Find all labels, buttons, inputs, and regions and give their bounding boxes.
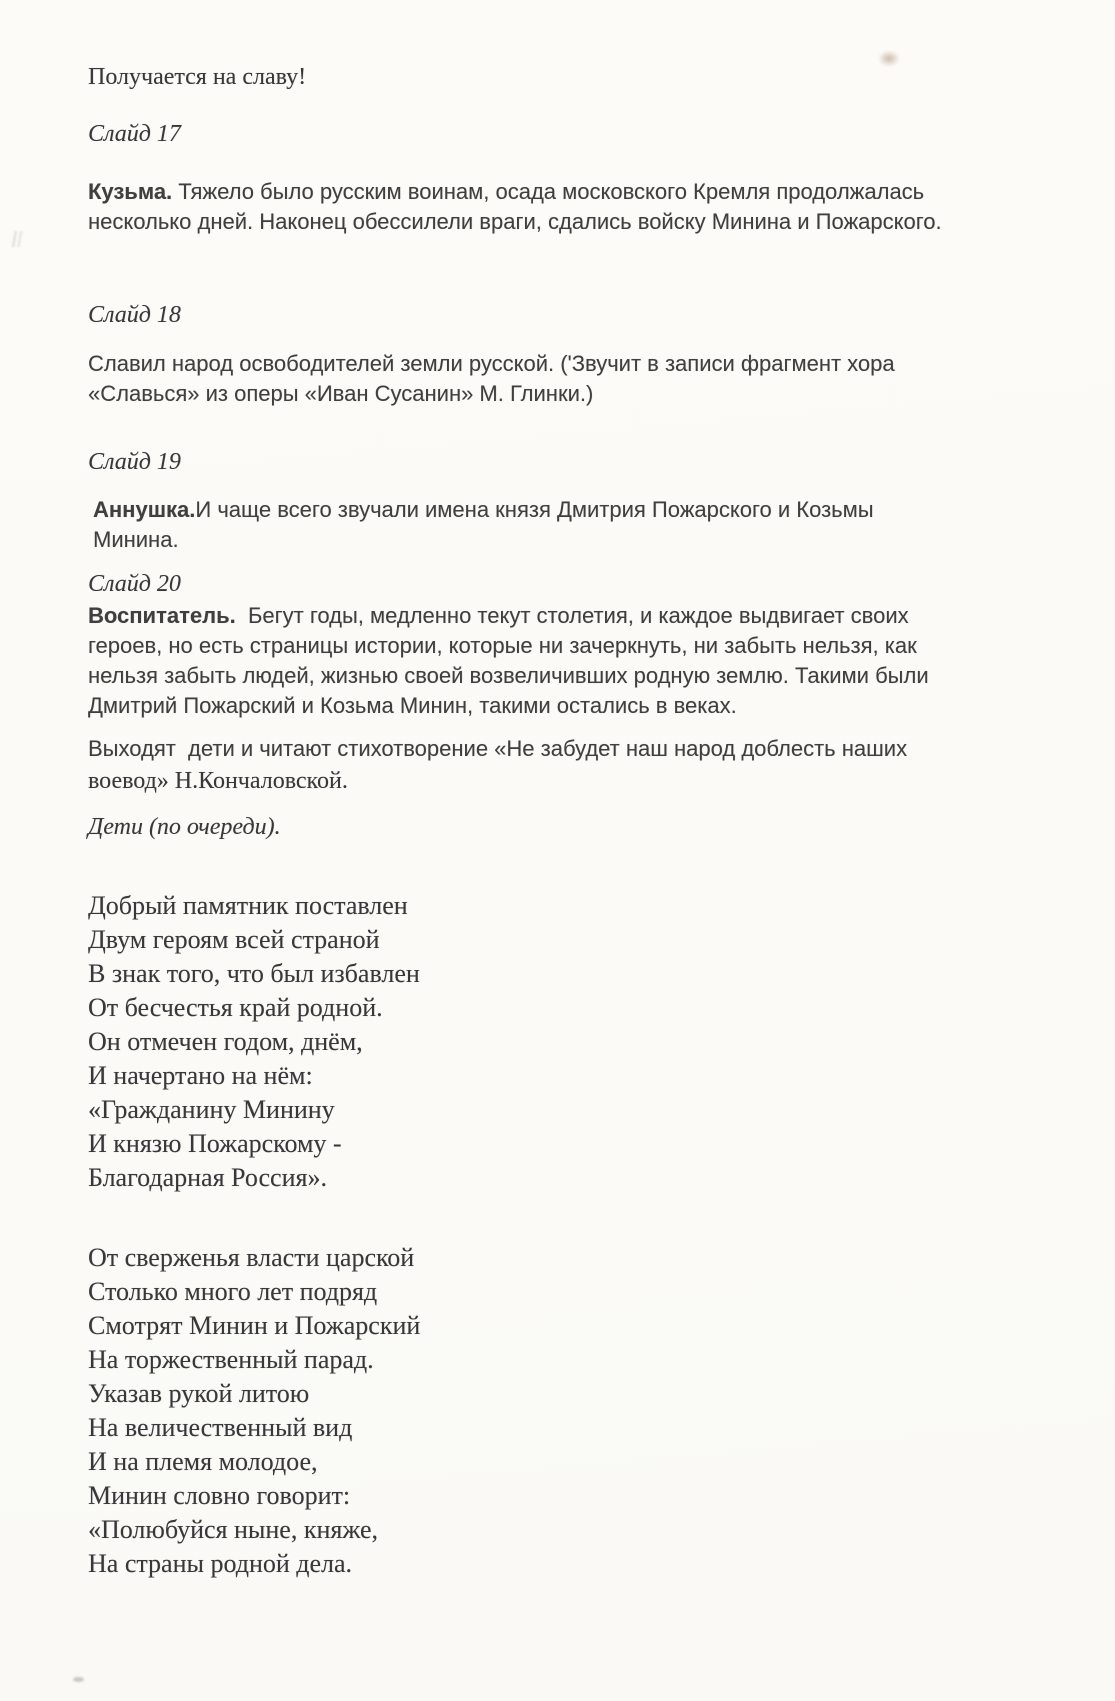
dialogue-line: героев, но есть страницы истории, которые ни зачеркнуть, ни забыть нельзя, как bbox=[88, 633, 917, 658]
speaker-name: Кузьма. bbox=[88, 179, 173, 204]
poem-line: На величественный вид bbox=[88, 1413, 353, 1442]
poem-stanza-2 bbox=[88, 1241, 1070, 1581]
poem-line: И князю Пожарскому - bbox=[88, 1129, 342, 1158]
poem-line: Указав рукой литою bbox=[88, 1379, 310, 1408]
poem-line: Столько много лет подряд bbox=[88, 1277, 378, 1306]
slide-20-label: Слайд 20 bbox=[88, 571, 181, 597]
stage-direction-line: воевод» Н.Кончаловской. bbox=[88, 768, 348, 794]
dialogue-line bbox=[88, 601, 1070, 631]
dialogue-line bbox=[93, 495, 1070, 525]
dialogue-text: Бегут годы, медленно текут столетия, и каждое выдвигает своих bbox=[235, 603, 909, 628]
narration-slide18 bbox=[88, 349, 1070, 409]
poem-line: Смотрят Минин и Пожарский bbox=[88, 1311, 421, 1340]
poem-line: Благодарная Россия». bbox=[88, 1163, 327, 1192]
poem-line: И начертано на нём: bbox=[88, 1061, 313, 1090]
dialogue-annushka bbox=[88, 495, 1070, 555]
poem-line: От сверженья власти царской bbox=[88, 1243, 415, 1272]
dialogue-text: Тяжело было русским воинам, осада московского Кремля продолжалась bbox=[172, 179, 925, 204]
speaker-name: Воспитатель. bbox=[88, 603, 236, 628]
page-content bbox=[0, 62, 1115, 1581]
narration-line: «Славься» из оперы «Иван Сусанин» М. Глинки.) bbox=[88, 381, 594, 406]
dialogue-line: Дмитрий Пожарский и Козьма Минин, такими остались в веках. bbox=[88, 693, 737, 718]
speaker-name: Аннушка. bbox=[93, 497, 196, 522]
dialogue-line bbox=[88, 177, 1070, 207]
scan-speck bbox=[73, 1677, 84, 1682]
poem-line: Он отмечен годом, днём, bbox=[88, 1027, 363, 1056]
poem-line: «Полюбуйся ныне, княже, bbox=[88, 1515, 378, 1544]
poem-stanza-1 bbox=[88, 889, 1070, 1195]
dialogue-line: несколько дней. Наконец обессилели враги, сдались войску Минина и Пожарского. bbox=[88, 209, 942, 234]
slide-18-label: Слайд 18 bbox=[88, 302, 181, 328]
slide-17-label: Слайд 17 bbox=[88, 121, 181, 147]
dialogue-line: нельзя забыть людей, жизнью своей возвеличивших родную землю. Такими были bbox=[88, 663, 929, 688]
poem-line: Двум героям всей страной bbox=[88, 925, 380, 954]
poem-line: На страны родной дела. bbox=[88, 1549, 353, 1578]
poem-line: Минин словно говорит: bbox=[88, 1481, 351, 1510]
children-cue: Дети (по очереди). bbox=[88, 814, 281, 840]
dialogue-line: Минина. bbox=[93, 527, 179, 552]
poem-line: Добрый памятник поставлен bbox=[88, 891, 408, 920]
poem-line: «Гражданину Минину bbox=[88, 1095, 335, 1124]
poem-line: В знак того, что был избавлен bbox=[88, 959, 420, 988]
slide-19-label: Слайд 19 bbox=[88, 449, 181, 475]
stage-direction-line: Выходят дети и читают стихотворение «Не забудет наш народ доблесть наших bbox=[88, 736, 908, 761]
dialogue-kuzma bbox=[88, 177, 1070, 237]
dialogue-vospitatel bbox=[88, 601, 1070, 721]
poem-line: От бесчестья край родной. bbox=[88, 993, 383, 1022]
narration-line: Славил народ освободителей земли русской. ('Звучит в записи фрагмент хора bbox=[88, 351, 895, 376]
poem-line: На торжественный парад. bbox=[88, 1345, 374, 1374]
intro-line: Получается на славу! bbox=[88, 64, 307, 90]
dialogue-text: И чаще всего звучали имена князя Дмитрия Пожарского и Козьмы bbox=[195, 497, 874, 522]
poem-line: И на племя молодое, bbox=[88, 1447, 318, 1476]
stage-direction bbox=[88, 733, 1070, 797]
